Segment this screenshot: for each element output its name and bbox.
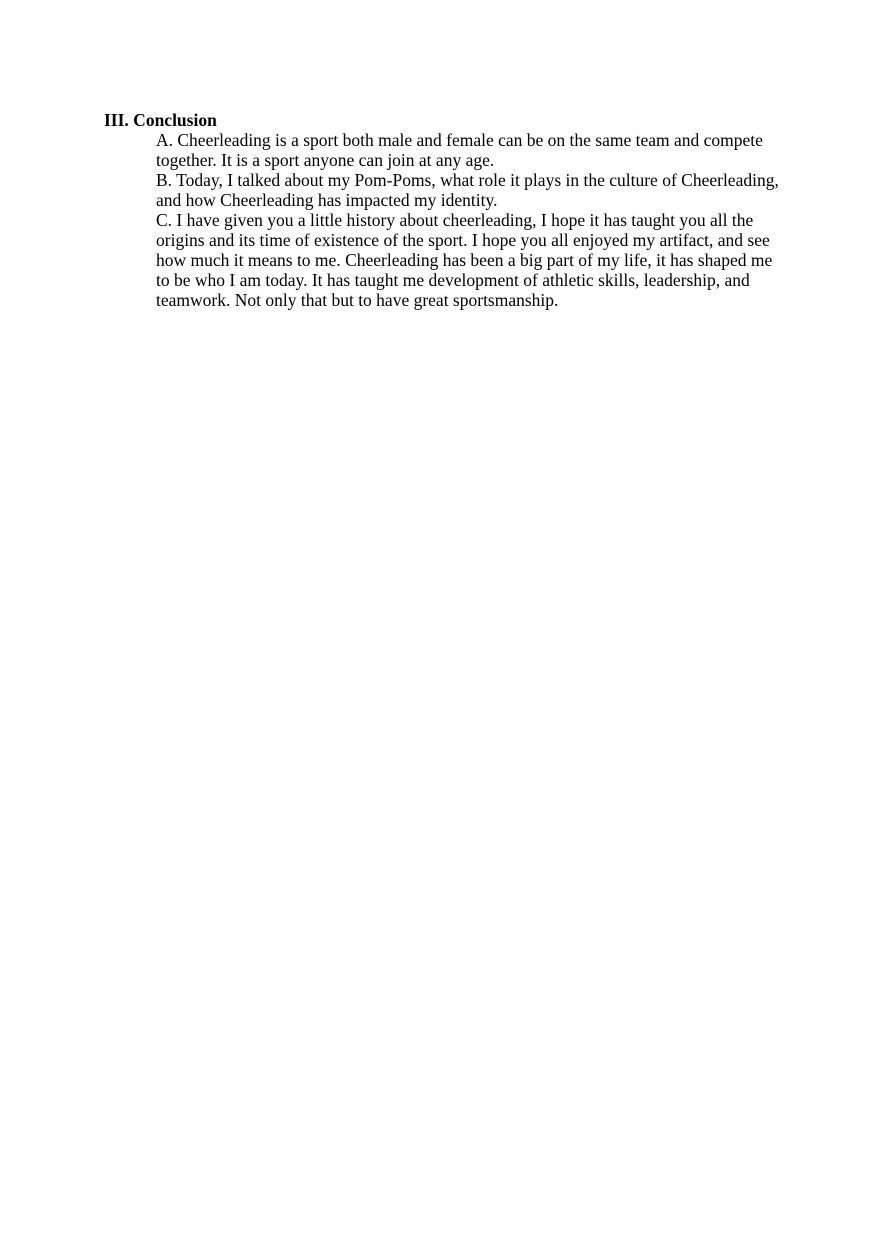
section-heading: III. Conclusion bbox=[104, 110, 217, 130]
conclusion-section bbox=[104, 110, 784, 310]
point-b: B. Today, I talked about my Pom-Poms, what role it plays in the culture of Cheerleading, and how Cheerleading has impacted my identity. bbox=[156, 170, 779, 210]
point-a: A. Cheerleading is a sport both male and female can be on the same team and compete together. It is a sport anyone can join at any age. bbox=[156, 130, 763, 170]
point-c: C. I have given you a little history about cheerleading, I hope it has taught you all the origins and its time of existence of the sport. I hope you all enjoyed my artifact, and see how much it means to me. Cheerleading has been a big part of my life, it has shaped me to be who I am today. It has taught me development of athletic skills, leadership, and teamwork. Not only that but to have great sportsmanship. bbox=[156, 210, 773, 310]
conclusion-points bbox=[104, 130, 784, 310]
